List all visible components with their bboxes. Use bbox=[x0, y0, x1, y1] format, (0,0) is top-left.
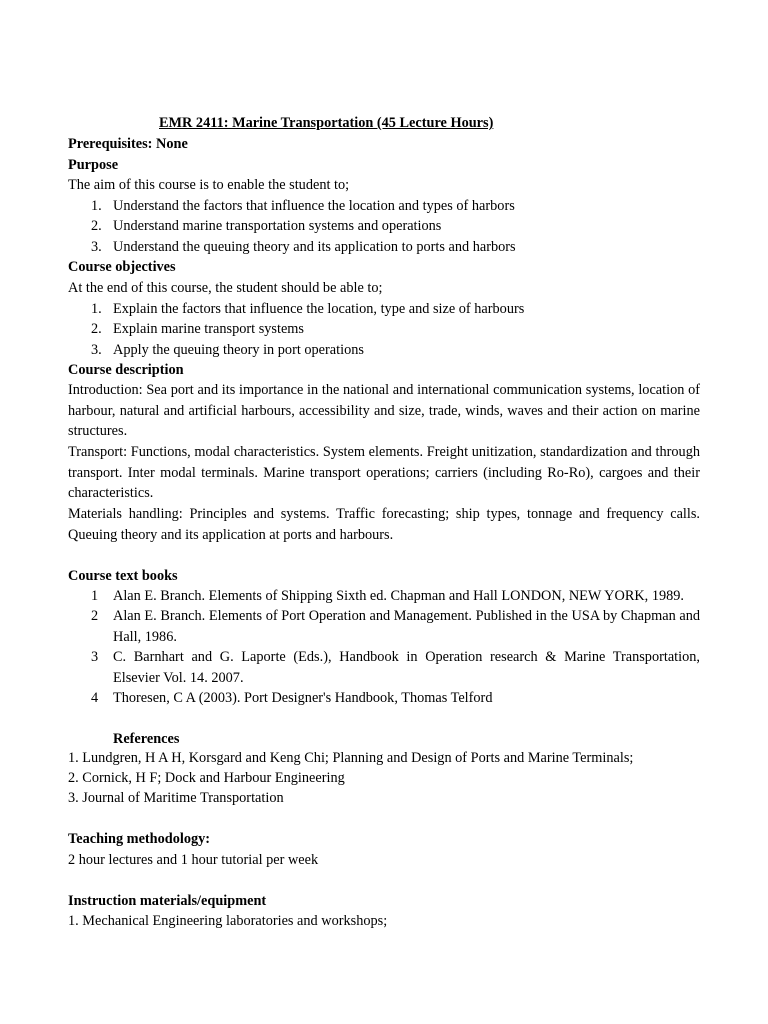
course-title: EMR 2411: Marine Transportation (45 Lecture Hours) bbox=[159, 115, 494, 131]
objective-item-number: 1. bbox=[91, 301, 102, 317]
textbook-item: Alan E. Branch. Elements of Shipping Sixth ed. Chapman and Hall LONDON, NEW YORK, 1989. bbox=[113, 588, 685, 604]
description-heading: Course description bbox=[68, 362, 184, 378]
description-transport: Transport: Functions, modal characteristics. System elements. Freight unitization, standardization and through transport. Inter modal terminals. Marine transport operations; carriers (including Ro-Ro), cargoes and their characteristics. bbox=[68, 444, 700, 502]
objective-item: Explain the factors that influence the location, type and size of harbours bbox=[113, 301, 525, 317]
objectives-intro: At the end of this course, the student should be able to; bbox=[68, 280, 383, 296]
objective-item: Apply the queuing theory in port operations bbox=[113, 342, 364, 358]
prerequisites: Prerequisites: None bbox=[68, 136, 188, 152]
instruction-heading: Instruction materials/equipment bbox=[68, 893, 267, 909]
objective-item-number: 3. bbox=[91, 342, 102, 358]
instruction-item: 1. Mechanical Engineering laboratories and workshops; bbox=[68, 913, 388, 929]
reference-item: 2. Cornick, H F; Dock and Harbour Engineering bbox=[68, 770, 345, 786]
textbooks-heading: Course text books bbox=[68, 568, 178, 584]
reference-item: 3. Journal of Maritime Transportation bbox=[68, 790, 284, 806]
purpose-item: Understand the factors that influence the location and types of harbors bbox=[113, 198, 515, 214]
purpose-item-number: 1. bbox=[91, 198, 102, 214]
textbook-item-number: 3 bbox=[91, 649, 99, 665]
description-materials: Materials handling: Principles and systems. Traffic forecasting; ship types, tonnage and frequency calls. Queuing theory and its application at ports and harbours. bbox=[68, 506, 700, 543]
teaching-text: 2 hour lectures and 1 hour tutorial per week bbox=[68, 852, 319, 868]
purpose-intro: The aim of this course is to enable the student to; bbox=[68, 177, 350, 193]
textbook-item-number: 4 bbox=[91, 690, 99, 706]
textbook-item: C. Barnhart and G. Laporte (Eds.), Handbook in Operation research & Marine Transportation, Elsevier Vol. 14. 2007. bbox=[113, 649, 700, 686]
objectives-heading: Course objectives bbox=[68, 259, 176, 275]
objective-item-number: 2. bbox=[91, 321, 102, 337]
textbook-item: Thoresen, C A (2003). Port Designer's Handbook, Thomas Telford bbox=[113, 690, 493, 706]
purpose-item-number: 3. bbox=[91, 239, 102, 255]
objective-item: Explain marine transport systems bbox=[113, 321, 304, 337]
reference-item: 1. Lundgren, H A H, Korsgard and Keng Chi; Planning and Design of Ports and Marine Terminals; bbox=[68, 750, 634, 766]
purpose-item: Understand marine transportation systems and operations bbox=[113, 218, 442, 234]
teaching-heading: Teaching methodology: bbox=[68, 831, 211, 847]
purpose-item: Understand the queuing theory and its application to ports and harbors bbox=[113, 239, 516, 255]
description-introduction: Introduction: Sea port and its importance in the national and international communication systems, location of harbour, natural and artificial harbours, accessibility and size, trade, winds, waves and their action on marine structures. bbox=[68, 382, 700, 440]
textbook-item: Alan E. Branch. Elements of Port Operation and Management. Published in the USA by Chapman and Hall, 1986. bbox=[113, 608, 700, 645]
purpose-item-number: 2. bbox=[91, 218, 102, 234]
purpose-heading: Purpose bbox=[68, 157, 119, 173]
references-heading: References bbox=[113, 731, 180, 747]
textbook-item-number: 1 bbox=[91, 588, 99, 604]
textbook-item-number: 2 bbox=[91, 608, 99, 624]
